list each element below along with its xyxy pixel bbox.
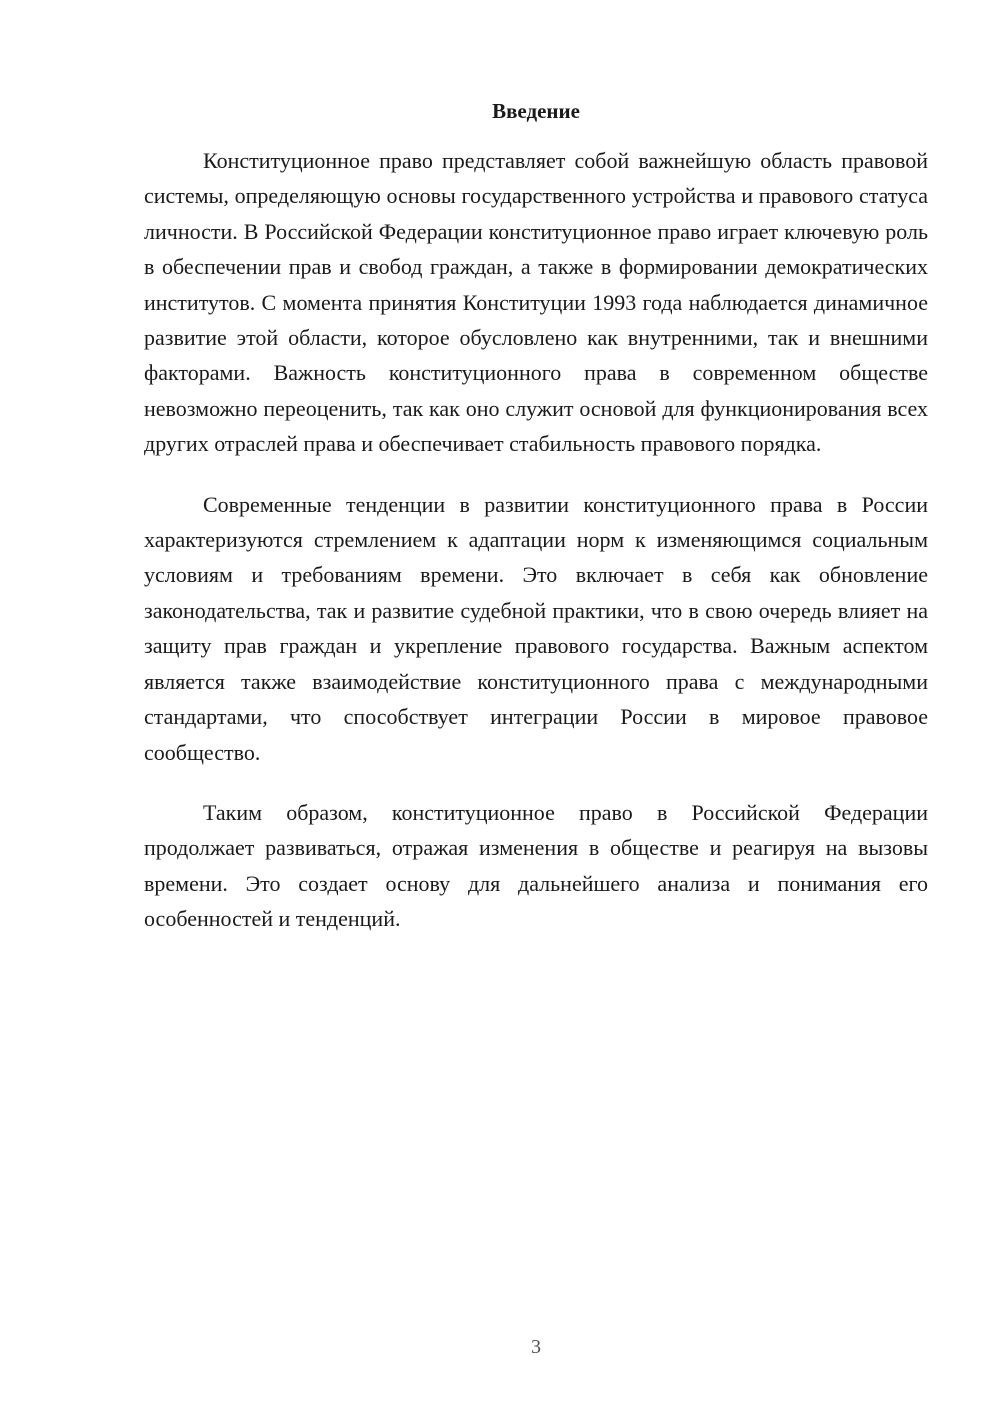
page-number: 3 bbox=[531, 1336, 541, 1358]
paragraph-3: Таким образом, конституционное право в Российской Федерации продолжает развиваться, отражая изменения в обществе и реагируя на вызовы времени. Это создает основу для дальнейшего анализа и понимания его особенностей и тенденций. bbox=[144, 799, 928, 932]
body-text bbox=[144, 143, 928, 937]
paragraph-1: Конституционное право представляет собой важнейшую область правовой системы, определяющую основы государственного устройства и правового статуса личности. В Российской Федерации конституционное право играет ключевую роль в обеспечении прав и свобод граждан, а также в формировании демократических институтов. С момента принятия Конституции 1993 года наблюдается динамичное развитие этой области, которое обусловлено как внутренними, так и внешними факторами. Важность конституционного права в современном обществе невозможно переоценить, так как оно служит основой для функционирования всех других отраслей права и обеспечивает стабильность правового порядка. bbox=[144, 148, 928, 457]
paragraph-2: Современные тенденции в развитии конституционного права в России характеризуются стремлением к адаптации норм к изменяющимся социальным условиям и требованиям времени. Это включает в себя как обновление законодательства, так и развитие судебной практики, что в свою очередь влияет на защиту прав граждан и укрепление правового государства. Важным аспектом является также взаимодействие конституционного права с международными стандартами, что способствует интеграции России в мировое правовое сообщество. bbox=[144, 491, 928, 765]
page-title: Введение bbox=[492, 99, 580, 123]
